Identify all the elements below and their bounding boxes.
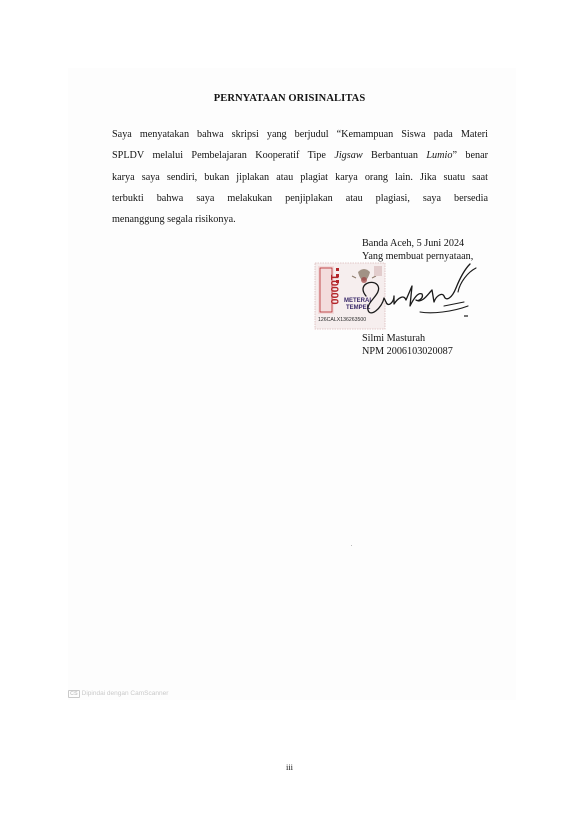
camscanner-badge-icon: CS	[70, 691, 78, 697]
stamp-serial-number: 126CALX136263500	[318, 317, 367, 323]
scan-speck	[351, 545, 352, 546]
stamp-label-meterai: METERAI	[344, 298, 371, 304]
italic-term-lumio: Lumio	[426, 150, 453, 162]
scanner-watermark-text: Dipindai dengan CamScanner	[81, 690, 169, 697]
maker-label: Yang membuat pernyataan,	[362, 251, 474, 262]
stamp-value-text: 10000	[328, 274, 340, 305]
italic-term-jigsaw: Jigsaw	[334, 150, 363, 162]
stamp-value	[320, 272, 340, 312]
handwritten-signature	[352, 262, 482, 324]
page-number: iii	[285, 762, 294, 772]
paragraph-text: Berbantuan	[362, 150, 427, 162]
paragraph-line-5: menanggung segala risikonya.	[112, 214, 236, 226]
signer-npm: NPM 2006103020087	[362, 346, 453, 357]
statement-paragraph	[112, 124, 488, 230]
paragraph-text: ” benar	[452, 150, 488, 162]
paragraph-line-4: terbukti bahwa saya melakukan penjiplakan atau plagiasi, saya bersedia	[112, 192, 488, 204]
paragraph-text: SPLDV melalui Pembelajaran Kooperatif Tipe	[112, 150, 335, 162]
signer-name: Silmi Masturah	[362, 333, 426, 344]
document-title: PERNYATAAN ORISINALITAS	[213, 93, 366, 104]
stamp-label-tempel: TEMPEL	[346, 305, 371, 311]
scanner-watermark	[68, 690, 168, 698]
paragraph-line-3: karya saya sendiri, bukan jiplakan atau plagiat karya orang lain. Jika suatu saat	[112, 171, 488, 183]
place-date: Banda Aceh, 5 Juni 2024	[362, 238, 465, 249]
paragraph-line-2	[112, 145, 488, 166]
paragraph-line-1: Saya menyatakan bahwa skripsi yang berjudul “Kemampuan Siswa pada Materi	[112, 129, 488, 140]
